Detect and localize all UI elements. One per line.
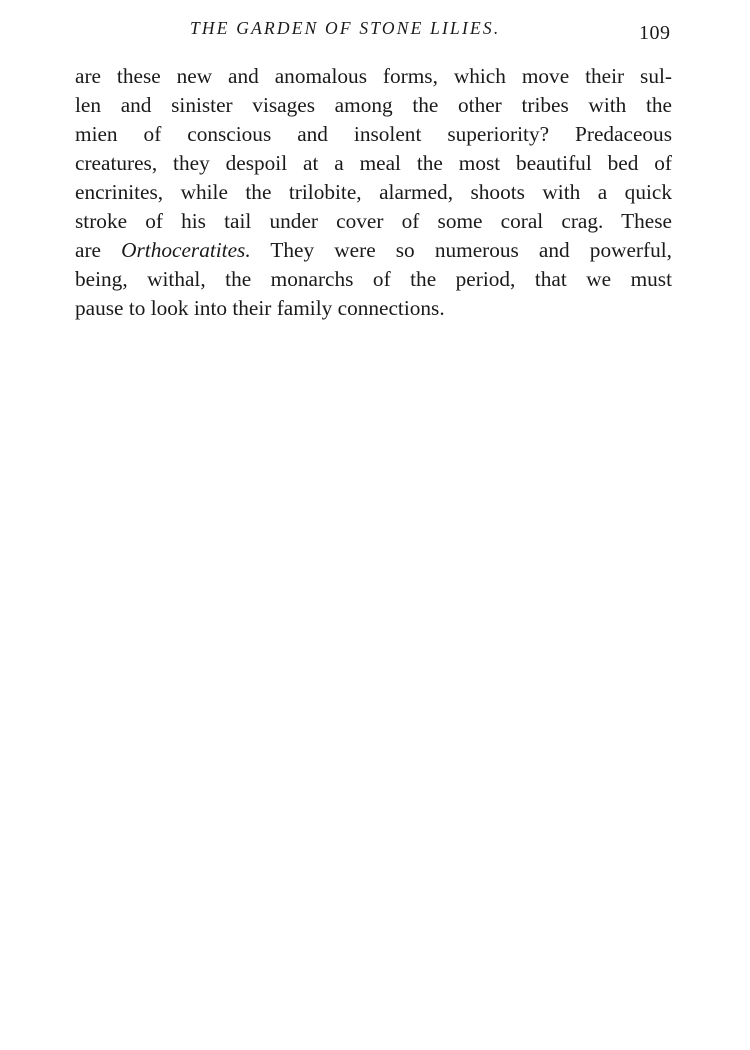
body-paragraph bbox=[75, 62, 672, 323]
text-segment: They were so numerous and powerful, bbox=[250, 238, 673, 262]
text-line: encrinites, while the trilobite, alarmed, shoots with a quick bbox=[75, 180, 672, 204]
text-segment: are bbox=[75, 238, 122, 262]
text-line: len and sinister visages among the other tribes with the bbox=[75, 93, 672, 117]
italic-term: Orthoceratites. bbox=[121, 238, 251, 262]
text-line: creatures, they despoil at a meal the most beautiful bed of bbox=[75, 151, 672, 175]
running-title: THE GARDEN OF STONE LILIES. bbox=[190, 18, 501, 38]
text-line: pause to look into their family connections. bbox=[75, 296, 445, 320]
running-head bbox=[0, 18, 750, 48]
text-line: stroke of his tail under cover of some coral crag. These bbox=[75, 209, 672, 233]
text-line: are these new and anomalous forms, which move their sul- bbox=[75, 64, 672, 88]
text-line: being, withal, the monarchs of the period, that we must bbox=[75, 267, 672, 291]
page-number: 109 bbox=[639, 22, 671, 44]
text-line bbox=[75, 236, 672, 265]
text-line: mien of conscious and insolent superiority? Predaceous bbox=[75, 122, 672, 146]
